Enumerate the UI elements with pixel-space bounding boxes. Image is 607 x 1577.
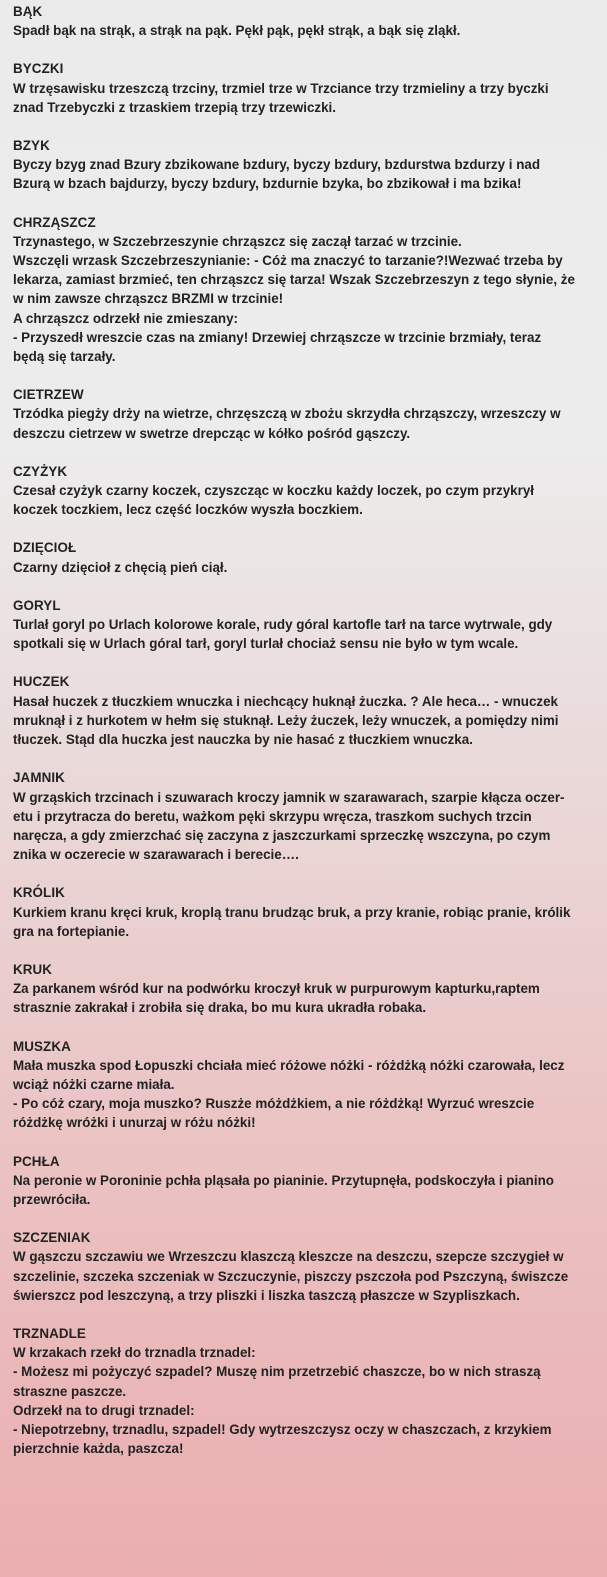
entry-text-line: znika w oczerecie w szarawarach i berecie….: [13, 847, 299, 863]
tongue-twister-entry: [13, 672, 599, 749]
entry-title: GORYL: [13, 597, 61, 613]
entry-text-line: przewróciła.: [13, 1191, 91, 1207]
entry-text-line: Trzódka piegży drży na wietrze, chrzęszczą w zbożu skrzydła chrząszczy, wrzeszczy w: [13, 406, 561, 422]
entry-text-line: Turlał goryl po Urlach kolorowe korale, rudy góral kartofle tarł na tarce wytrwale, gdy: [13, 617, 553, 633]
entry-text-line: Spadł bąk na strąk, a strąk na pąk. Pękł pąk, pękł strąk, a bąk się zląkł.: [13, 23, 461, 39]
entry-title: DZIĘCIOŁ: [13, 540, 77, 556]
entry-title: BĄK: [13, 4, 43, 19]
entry-text-line: Bzurą w bzach bajdurzy, byczy bzdury, bzdurnie bzyka, bo zbzikował i ma bzika!: [13, 176, 522, 192]
entry-text-line: Kurkiem kranu kręci kruk, kroplą tranu brudząc bruk, a przy kranie, robiąc pranie, królik: [13, 904, 571, 920]
entry-text-line: strasznie zakrakał i zrobiła się draka, bo mu kura ukradła robaka.: [13, 1000, 427, 1016]
entry-text-line: Hasał huczek z tłuczkiem wnuczka i niechcący huknął żuczka. ? Ale heca… - wnuczek: [13, 693, 558, 709]
entry-text-line: szczelinie, szczeka szczeniak w Szczuczynie, piszczy pszczoła pod Pszczyną, świszcze: [13, 1268, 569, 1284]
entry-text-line: naręcza, a gdy zmierzchać się zaczyna z jaszczurkami sprzeczkę wszczyna, po czym: [13, 827, 551, 843]
entry-title: BYCZKI: [13, 61, 64, 77]
entry-text-line: - Możesz mi pożyczyć szpadel? Muszę nim przetrzebić chaszcze, bo w nich straszą: [13, 1364, 541, 1380]
entry-title: JAMNIK: [13, 770, 65, 786]
entry-text-line: tłuczek. Stąd dla huczka jest nauczka by nie hasać z tłuczkiem wnuczka.: [13, 732, 473, 748]
entry-text-line: w nim zawsze chrząszcz BRZMI w trzcinie!: [13, 291, 284, 307]
entry-text-line: lekarza, zamiast brzmieć, ten chrząszcz się tarza! Wszak Szczebrzeszyn z tego słynie, że: [13, 272, 575, 288]
entry-text-line: W krzakach rzekł do trznadla trznadel:: [13, 1345, 256, 1361]
entry-text-line: W grząskich trzcinach i szuwarach kroczy jamnik w szarawarach, szarpie kłącza oczer-: [13, 789, 565, 805]
entry-text-line: W gąszczu szczawiu we Wrzeszczu klaszczą kleszcze na deszczu, szepcze szczygieł w: [13, 1249, 564, 1265]
entry-text-line: Czarny dzięcioł z chęcią pień ciął.: [13, 559, 228, 575]
entry-text-line: różdżkę wróżki i unurzaj w różu nóżki!: [13, 1115, 256, 1131]
entry-title: HUCZEK: [13, 674, 70, 690]
entry-text-line: wciąż nóżki czarne miała.: [13, 1076, 175, 1092]
tongue-twister-entry: [13, 213, 599, 367]
entry-title: CHRZĄSZCZ: [13, 214, 96, 230]
tongue-twister-entry: [13, 1152, 599, 1210]
tongue-twister-entry: [13, 136, 599, 194]
entry-title: KRÓLIK: [13, 885, 65, 901]
entry-title: TRZNADLE: [13, 1325, 86, 1341]
entry-title: CIETRZEW: [13, 387, 84, 403]
entry-text-line: Byczy bzyg znad Bzury zbzikowane bzdury, byczy bzdury, bzdurstwa bzdurzy i nad: [13, 157, 541, 173]
tongue-twister-entry: [13, 596, 599, 654]
tongue-twister-entry: [13, 462, 599, 520]
entry-text-line: Odrzekł na to drugi trznadel:: [13, 1402, 195, 1418]
tongue-twister-entry: [13, 960, 599, 1018]
entry-text-line: etu i przytracza do beretu, ważkom pęki skrzypu wręcza, traszkom suchych trzcin: [13, 808, 532, 824]
entry-text-line: Mała muszka spod Łopuszki chciała mieć różowe nóżki - różdżką nóżki czarowała, lecz: [13, 1057, 565, 1073]
entry-text-line: Za parkanem wśród kur na podwórku kroczył kruk w purpurowym kapturku,raptem: [13, 981, 540, 997]
entry-title: SZCZENIAK: [13, 1230, 91, 1246]
tongue-twister-entry: [13, 385, 599, 443]
entry-text-line: Wszczęli wrzask Szczebrzeszynianie: - Cóż ma znaczyć to tarzanie?!Wezwać trzeba by: [13, 253, 563, 269]
tongue-twister-entry: [13, 1228, 599, 1305]
tongue-twister-entry: [13, 538, 599, 576]
entry-text-line: A chrząszcz odrzekł nie zmieszany:: [13, 310, 238, 326]
entry-title: CZYŻYK: [13, 463, 68, 479]
entry-text-line: znad Trzebyczki z trzaskiem trzepią trzy trzewiczki.: [13, 99, 336, 115]
tongue-twister-entry: [13, 2, 599, 40]
entry-text-line: straszne paszcze.: [13, 1383, 127, 1399]
tongue-twister-entry: [13, 1037, 599, 1133]
entry-title: PCHŁA: [13, 1153, 60, 1169]
entry-title: BZYK: [13, 138, 50, 154]
tongue-twister-entry: [13, 59, 599, 117]
entry-text-line: Czesał czyżyk czarny koczek, czyszcząc w koczku każdy loczek, po czym przykrył: [13, 483, 535, 499]
entry-text-line: będą się tarzały.: [13, 349, 116, 365]
entry-title: MUSZKA: [13, 1038, 71, 1054]
entry-text-line: koczek toczkiem, lecz część loczków wyszła boczkiem.: [13, 502, 363, 518]
entry-text-line: Trzynastego, w Szczebrzeszynie chrząszcz się zaczął tarzać w trzcinie.: [13, 233, 462, 249]
tongue-twister-entry: [13, 883, 599, 941]
entry-text-line: mruknął i z hurkotem w hełm się stuknął. Leży żuczek, leży wnuczek, a pomiędzy nimi: [13, 712, 559, 728]
entry-text-line: - Po cóż czary, moja muszko? Ruszże móżdżkiem, a nie różdżką! Wyrzuć wreszcie: [13, 1096, 535, 1112]
entry-text-line: świerszcz pod leszczyną, a trzy pliszki i liszka taszczą płaszcze w Szypliszkach.: [13, 1287, 520, 1303]
tongue-twister-entry: [13, 768, 599, 864]
entry-text-line: gra na fortepianie.: [13, 923, 130, 939]
tongue-twister-entry: [13, 1324, 599, 1458]
entry-text-line: W trzęsawisku trzeszczą trzciny, trzmiel trze w Trzciance trzy trzmieliny a trzy byczki: [13, 80, 549, 96]
entry-text-line: Na peronie w Poroninie pchła pląsała po pianinie. Przytupnęła, podskoczyła i pianino: [13, 1172, 554, 1188]
entry-text-line: pierzchnie każda, paszcza!: [13, 1441, 184, 1457]
entry-text-line: - Przyszedł wreszcie czas na zmiany! Drzewiej chrząszcze w trzcinie brzmiały, teraz: [13, 329, 542, 345]
entry-text-line: spotkali się w Urlach góral tarł, goryl turlał chociaż sensu nie było w tym wcale.: [13, 636, 519, 652]
entry-title: KRUK: [13, 961, 53, 977]
entry-text-line: deszczu cietrzew w swetrze drepcząc w kółko pośród gąszczy.: [13, 425, 411, 441]
entry-text-line: - Niepotrzebny, trznadlu, szpadel! Gdy wytrzeszczysz oczy w chaszczach, z krzykiem: [13, 1421, 552, 1437]
